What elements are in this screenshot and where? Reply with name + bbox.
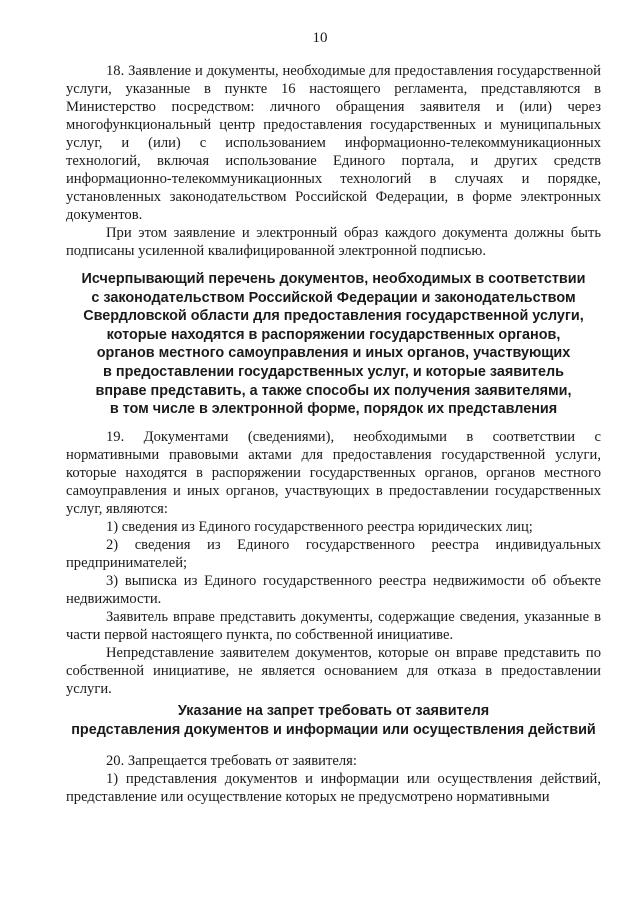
heading-line: в том числе в электронной форме, порядок их представления: [109, 401, 558, 418]
paragraph-19-item-2: 2) сведения из Единого государственного реестра индивидуальных предпринимателей;: [66, 537, 601, 571]
heading-line: Исчерпывающий перечень документов, необходимых в соответствии: [81, 271, 586, 287]
heading-line: которые находятся в распоряжении государственных органов,: [106, 326, 561, 343]
paragraph-19-item-1: 1) сведения из Единого государственного реестра юридических лиц;: [106, 519, 533, 535]
heading-line: Свердловской области для предоставления государственной услуги,: [83, 308, 584, 325]
paragraph-19-own-initiative: Заявитель вправе представить документы, содержащие сведения, указанные в части первой настоящего пункта, по собственной инициативе.: [66, 609, 601, 643]
paragraph-19-main: 19. Документами (сведениями), необходимыми в соответствии с нормативными правовыми актами для предоставления государственной услуги, которые находятся в распоряжении государственных органов, органов местного самоуправления и иных органов, участвующих в предоставлении государственных услуг, являются:: [66, 429, 601, 517]
heading-line: с законодательством Российской Федерации и законодательством: [91, 289, 576, 306]
section-18: [66, 62, 601, 260]
paragraph-19-item-3: 3) выписка из Единого государственного реестра недвижимости об объекте недвижимости.: [66, 573, 601, 607]
heading-line: Указание на запрет требовать от заявителя: [177, 703, 490, 719]
page-number: 10: [312, 30, 328, 46]
paragraph-19-non-submission: Непредставление заявителем документов, которые он вправе представить по собственной инициативе, не является основанием для отказа в предоставлении услуги.: [66, 645, 601, 697]
paragraph-18-main: 18. Заявление и документы, необходимые для предоставления государственной услуги, указанные в пункте 16 настоящего регламента, представляются в Министерство посредством: личного обращения заявителя и (или) через многофункциональный центр предоставления государственных и муниципальных услуг, и (или) с использованием информационно-телекоммуникационных технологий, включая использование Единого портала, и других средств информационно-телекоммуникационных технологий в случаях и порядке, установленных законодательством Российской Федерации, в форме электронных документов.: [66, 63, 601, 223]
heading-prohibition: [66, 702, 601, 739]
section-19: [66, 428, 601, 698]
section-20: [66, 752, 601, 806]
paragraph-18-signature: При этом заявление и электронный образ каждого документа должны быть подписаны усиленной квалифицированной электронной подписью.: [66, 225, 601, 259]
heading-line: представления документов и информации или осуществления действий: [71, 721, 596, 738]
heading-line: вправе представить, а также способы их получения заявителями,: [95, 382, 572, 399]
paragraph-20-intro: 20. Запрещается требовать от заявителя:: [106, 753, 357, 769]
heading-line: в предоставлении государственных услуг, и которые заявитель: [103, 363, 564, 380]
heading-line: органов местного самоуправления и иных органов, участвующих: [96, 345, 571, 362]
paragraph-20-item-1: 1) представления документов и информации или осуществления действий, представление или осуществление которых не предусмотрено нормативными: [66, 771, 601, 805]
heading-documents-list: [66, 270, 601, 419]
